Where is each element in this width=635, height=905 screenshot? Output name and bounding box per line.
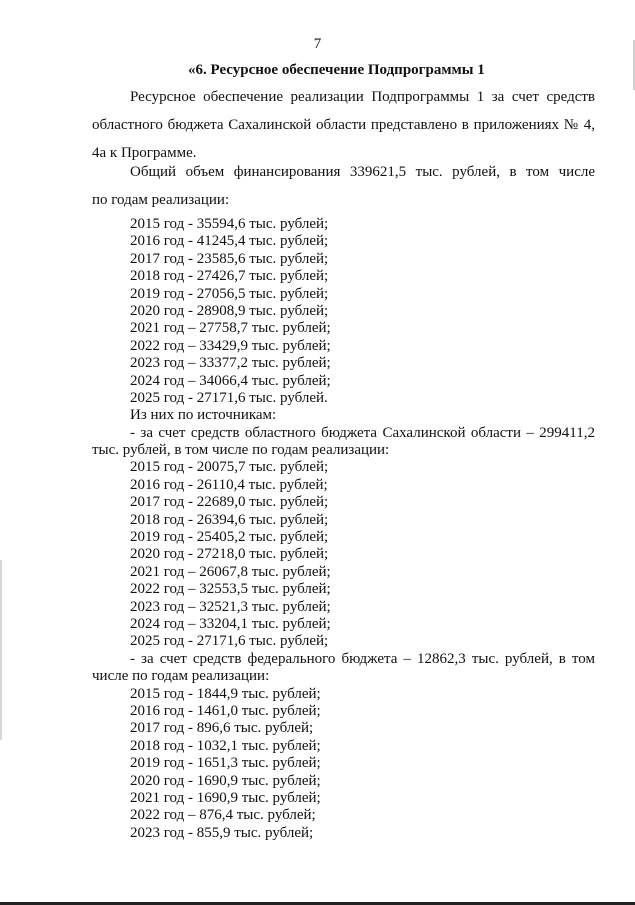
total-year-item: 2025 год - 27171,6 тыс. рублей.	[130, 389, 328, 406]
paragraph-line: Общий объем финансирования 339621,5 тыс. рублей, в том числе	[130, 164, 595, 180]
federal-year-item: 2019 год - 1651,3 тыс. рублей;	[130, 755, 321, 772]
regional-year-item: 2015 год - 20075,7 тыс. рублей;	[130, 459, 329, 476]
total-year-item: 2015 год - 35594,6 тыс. рублей;	[130, 216, 329, 232]
regional-year-item: 2016 год - 26110,4 тыс. рублей;	[130, 476, 328, 493]
federal-year-item: 2020 год - 1690,9 тыс. рублей;	[130, 772, 321, 789]
funding-lists	[92, 216, 595, 842]
federal-year-item: 2018 год - 1032,1 тыс. рублей;	[130, 737, 321, 754]
scan-edge-left	[0, 560, 2, 740]
total-year-item: 2018 год - 27426,7 тыс. рублей;	[130, 268, 329, 285]
federal-year-item: 2023 год - 855,9 тыс. рублей;	[130, 824, 314, 841]
total-year-item: 2020 год - 28908,9 тыс. рублей;	[130, 302, 329, 319]
federal-year-item: 2022 год – 876,4 тыс. рублей;	[130, 807, 316, 824]
regional-year-item: 2017 год - 22689,0 тыс. рублей;	[130, 494, 329, 511]
regional-year-item: 2018 год - 26394,6 тыс. рублей;	[130, 511, 329, 528]
regional-budget-intro-cont: тыс. рублей, в том числе по годам реализации:	[92, 442, 390, 459]
page-number: 7	[313, 36, 322, 52]
paragraph-line: 4а к Программе.	[92, 145, 197, 161]
regional-year-item: 2020 год - 27218,0 тыс. рублей;	[130, 546, 329, 563]
paragraph-line: областного бюджета Сахалинской области представлено в приложениях № 4,	[92, 117, 595, 133]
paragraph-line: по годам реализации:	[92, 192, 230, 208]
section-heading: «6. Ресурсное обеспечение Подпрограммы 1	[188, 62, 485, 78]
regional-year-item: 2021 год – 26067,8 тыс. рублей;	[130, 563, 331, 580]
total-year-item: 2019 год - 27056,5 тыс. рублей;	[130, 285, 329, 302]
regional-year-item: 2024 год – 33204,1 тыс. рублей;	[130, 615, 331, 632]
paragraph-total-funding	[92, 158, 595, 214]
total-year-item: 2017 год - 23585,6 тыс. рублей;	[130, 250, 329, 267]
regional-year-item: 2022 год – 32553,5 тыс. рублей;	[130, 581, 331, 598]
federal-year-item: 2016 год - 1461,0 тыс. рублей;	[130, 702, 321, 719]
total-year-item: 2021 год – 27758,7 тыс. рублей;	[130, 320, 331, 337]
total-year-item: 2016 год - 41245,4 тыс. рублей;	[130, 233, 329, 250]
federal-year-item: 2017 год - 896,6 тыс. рублей;	[130, 720, 314, 737]
paragraph-resources	[92, 83, 595, 167]
regional-year-item: 2025 год - 27171,6 тыс. рублей;	[130, 633, 329, 650]
federal-budget-intro: - за счет средств федерального бюджета – 12862,3 тыс. рублей, в том	[130, 650, 595, 667]
total-year-item: 2023 год – 33377,2 тыс. рублей;	[130, 355, 331, 372]
sources-label: Из них по источникам:	[130, 407, 277, 424]
federal-year-item: 2015 год - 1844,9 тыс. рублей;	[130, 685, 321, 702]
regional-year-item: 2023 год – 32521,3 тыс. рублей;	[130, 598, 331, 615]
regional-year-item: 2019 год - 25405,2 тыс. рублей;	[130, 529, 329, 546]
federal-budget-intro-cont: числе по годам реализации:	[92, 668, 270, 685]
regional-budget-intro: - за счет средств областного бюджета Сахалинской области – 299411,2	[130, 424, 595, 441]
paragraph-line: Ресурсное обеспечение реализации Подпрограммы 1 за счет средств	[130, 89, 595, 105]
total-year-item: 2022 год – 33429,9 тыс. рублей;	[130, 337, 331, 354]
federal-year-item: 2021 год - 1690,9 тыс. рублей;	[130, 789, 321, 806]
total-year-item: 2024 год – 34066,4 тыс. рублей;	[130, 372, 331, 389]
